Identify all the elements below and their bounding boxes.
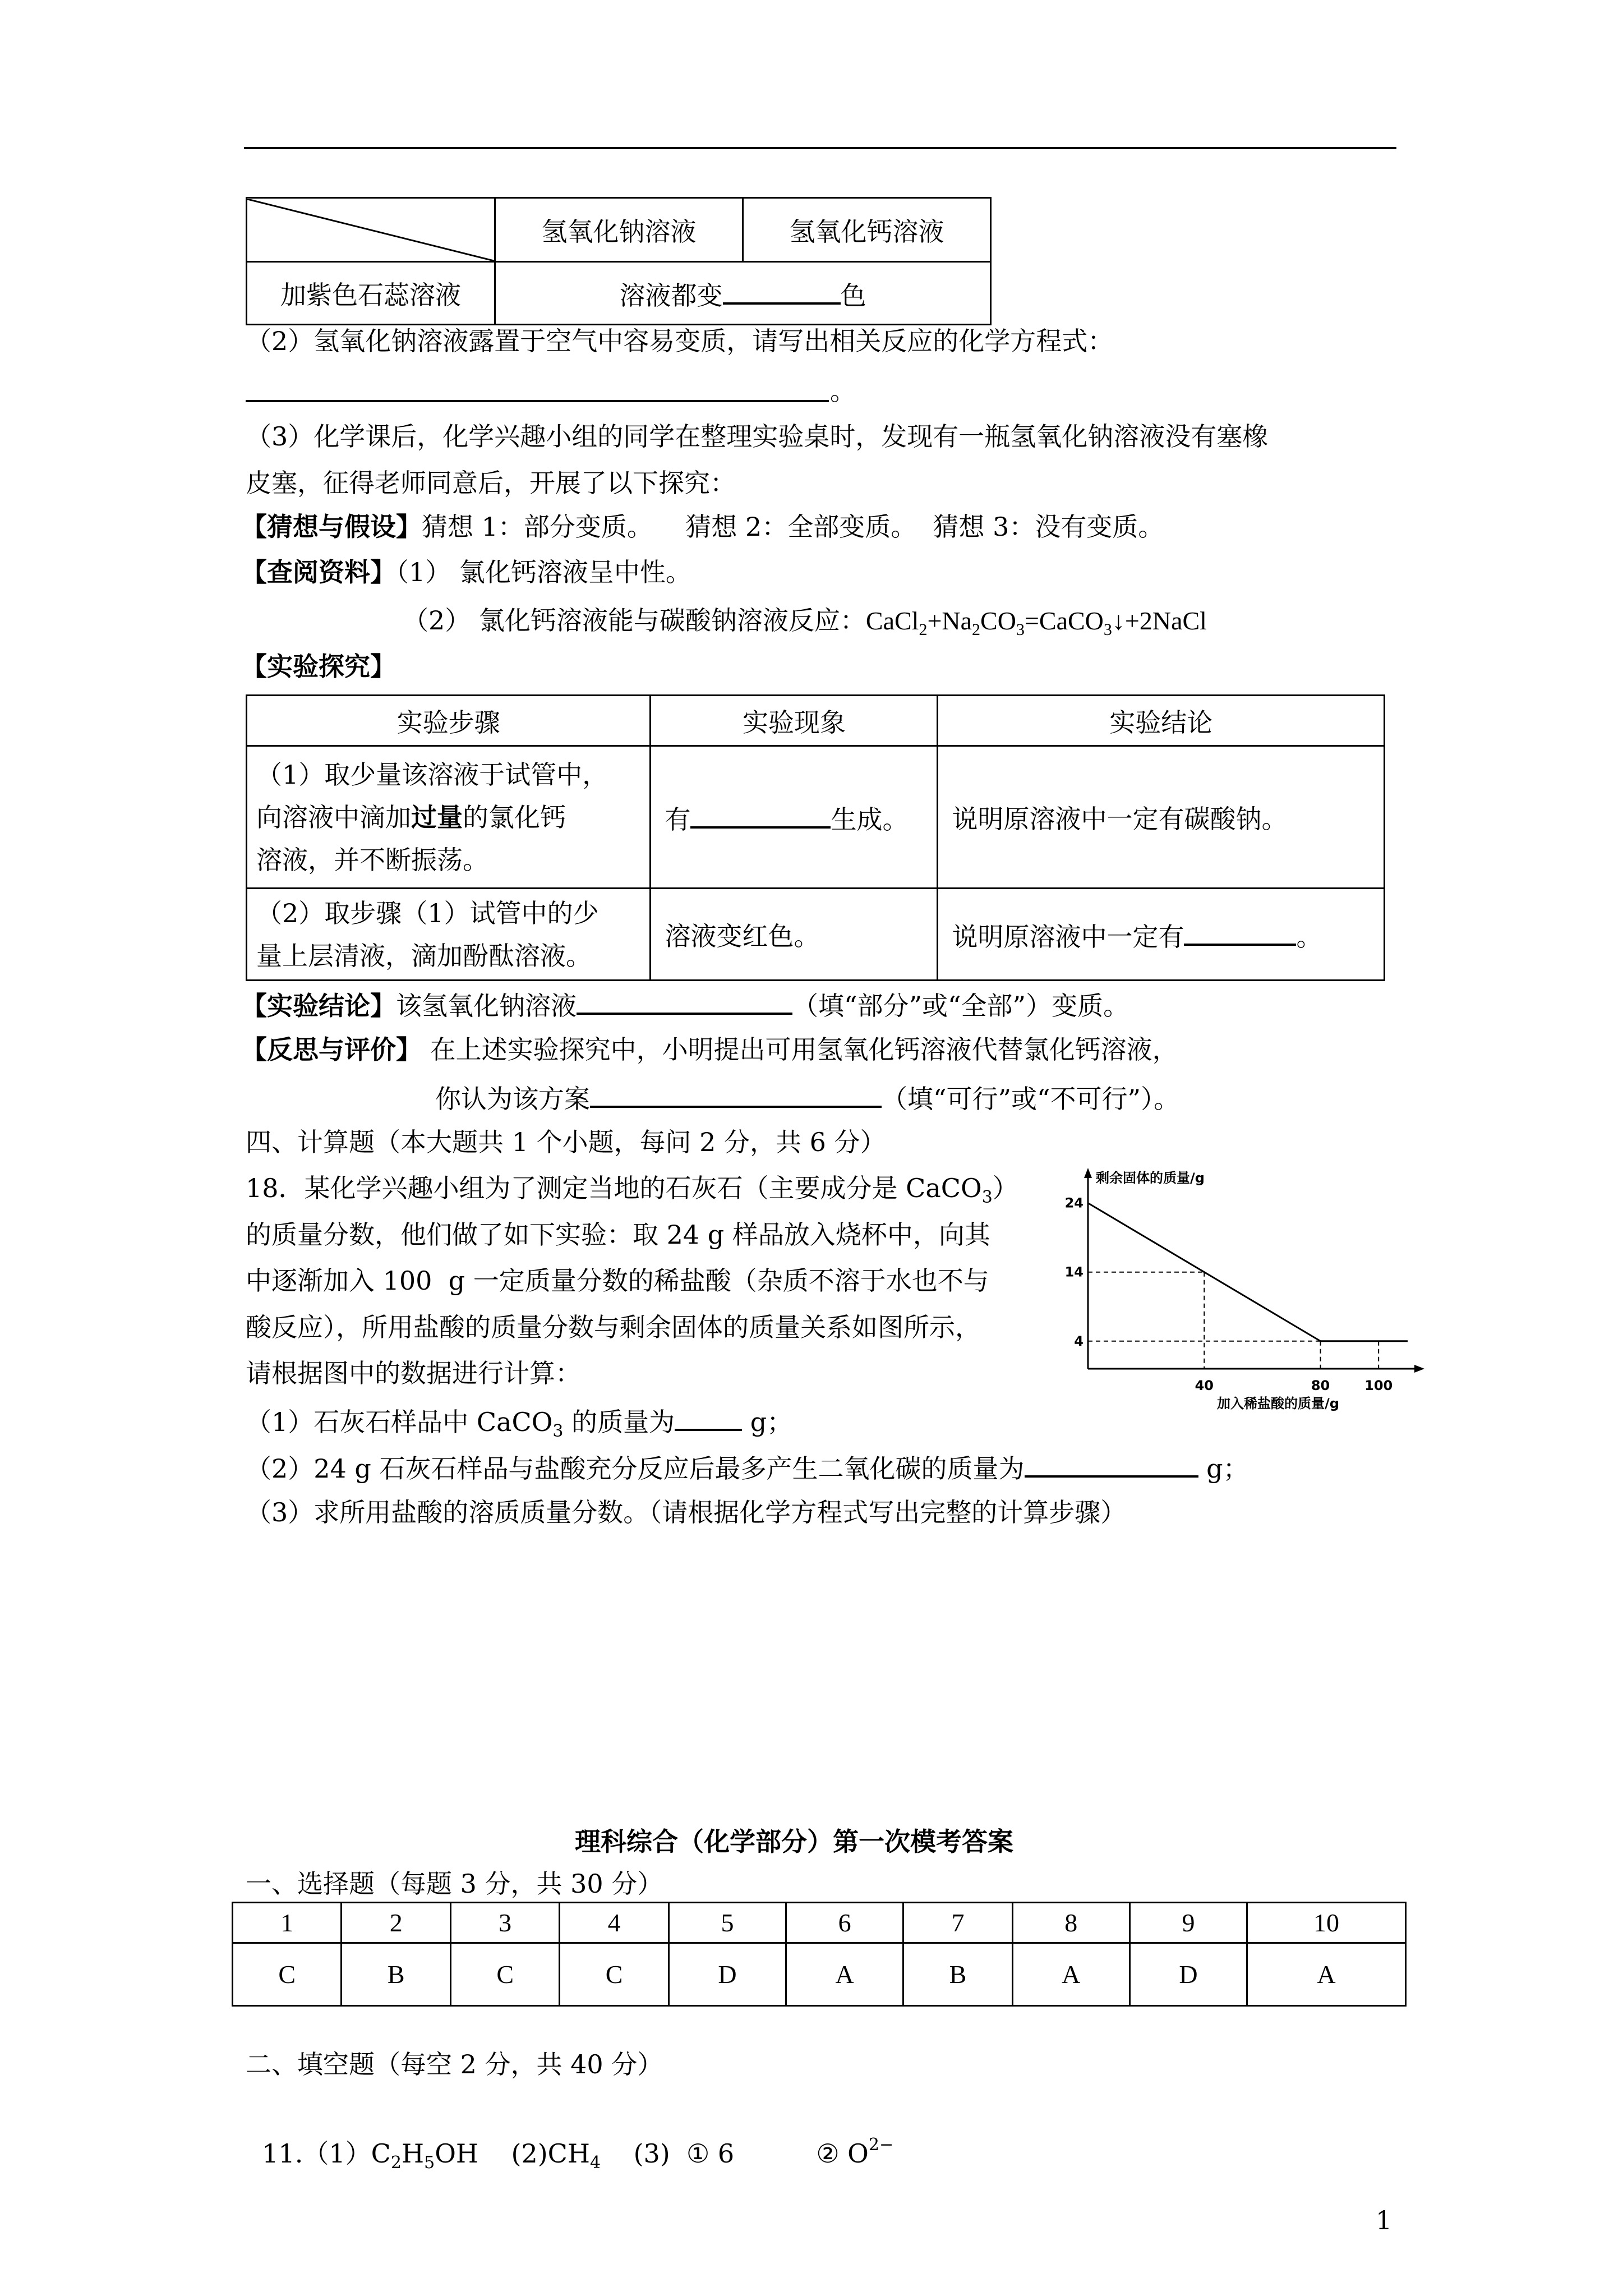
answer-q11: $11.(1)C_2H_5OH$ $(2)CH_4$ (3) ① 6 ② $O^{2-}$ bbox=[262, 2135, 894, 2173]
reaction-equation: $CaCl_2+Na_2CO_3=CaCO_3↓+2NaCl$ bbox=[865, 606, 1207, 639]
y-tick-24: 24 bbox=[1064, 1195, 1083, 1211]
answer-number-9: 9 bbox=[1129, 1903, 1247, 1943]
row2-step: （2）取步骤（1）试管中的少 量上层清液，滴加酚酞溶液。 bbox=[247, 889, 651, 981]
q18-line3: 中逐渐加入 100 g 一定质量分数的稀盐酸（杂质不溶于水也不与 bbox=[246, 1266, 989, 1296]
reflection-line1: 【反思与评价】 在上述实验探究中，小明提出可用氢氧化钙溶液代替氯化钙溶液， bbox=[241, 1034, 1178, 1065]
reference-line2: （2） 氯化钙溶液能与碳酸钠溶液反应：$CaCl_2+Na_2CO_3=CaCO_3↓+2NaCl$ bbox=[403, 605, 1207, 639]
row1-conclusion: 说明原溶液中一定有碳酸钠。 bbox=[938, 746, 1385, 889]
q2-text: （2）氢氧化钠溶液露置于空气中容易变质，请写出相关反应的化学方程式： bbox=[246, 326, 1114, 356]
q3-line1: （3）化学课后，化学兴趣小组的同学在整理实验桌时，发现有一瓶氢氧化钠溶液没有塞橡 bbox=[246, 421, 1269, 452]
q18-line4: 酸反应），所用盐酸的质量分数与剩余固体的质量关系如图所示， bbox=[246, 1312, 981, 1342]
x-tick-40: 40 bbox=[1195, 1378, 1214, 1393]
page-number: 1 bbox=[1376, 2205, 1393, 2235]
answer-number-4: 4 bbox=[560, 1903, 668, 1943]
q18-sub3: （3）求所用盐酸的溶质质量分数。（请根据化学方程式写出完整的计算步骤） bbox=[246, 1497, 1127, 1527]
answer-number-2: 2 bbox=[342, 1903, 450, 1943]
y-axis-arrow bbox=[1084, 1168, 1092, 1178]
q18-sub1: （1）石灰石样品中 CaCO$_3$ 的质量为 g； bbox=[246, 1401, 792, 1450]
mass-chart bbox=[1054, 1167, 1424, 1414]
answer-number-10: 10 bbox=[1247, 1903, 1406, 1943]
feasibility-blank[interactable] bbox=[590, 1078, 882, 1108]
answer-number-5: 5 bbox=[668, 1903, 786, 1943]
reflection-line2: 你认为该方案 （填“可行”或“不可行”）。 bbox=[435, 1078, 1179, 1117]
q18-line2: 的质量分数，他们做了如下实验：取 24 g 样品放入烧杯中，向其 bbox=[246, 1220, 990, 1250]
x-tick-100: 100 bbox=[1364, 1378, 1393, 1393]
co2-mass-blank[interactable] bbox=[1025, 1447, 1198, 1478]
answer-section2: 二、填空题（每空 2 分，共 40 分） bbox=[246, 2049, 663, 2079]
answer-letter-8: A bbox=[1012, 1943, 1129, 2006]
litmus-result-cell: 溶液都变 色 bbox=[495, 262, 991, 325]
precipitate-blank[interactable] bbox=[690, 798, 831, 829]
answer-table bbox=[232, 1902, 1407, 2007]
q2-end: 。 bbox=[830, 376, 856, 406]
answer-title: 理科综合（化学部分）第一次模考答案 bbox=[575, 1826, 1013, 1857]
substance-blank[interactable] bbox=[1184, 915, 1296, 946]
section4-title: 四、计算题（本大题共 1 个小题，每问 2 分，共 6 分） bbox=[246, 1127, 886, 1157]
y-axis-label: 剩余固体的质量/g bbox=[1096, 1170, 1205, 1186]
answer-letter-6: A bbox=[786, 1943, 903, 2006]
answer-section1: 一、选择题（每题 3 分，共 30 分） bbox=[246, 1869, 663, 1899]
caco3-mass-blank[interactable] bbox=[675, 1401, 742, 1431]
explore-head: 【实验探究】 bbox=[241, 651, 396, 682]
answer-number-3: 3 bbox=[450, 1903, 559, 1943]
y-tick-4: 4 bbox=[1074, 1333, 1083, 1349]
row1-observation: 有 生成。 bbox=[651, 746, 938, 889]
x-axis-arrow bbox=[1414, 1365, 1424, 1373]
q18-sub2: （2）24 g 石灰石样品与盐酸充分反应后最多产生二氧化碳的质量为 g； bbox=[246, 1447, 1249, 1487]
answer-number-8: 8 bbox=[1012, 1903, 1129, 1943]
col-naoh: 氢氧化钠溶液 bbox=[495, 198, 743, 262]
answer-letter-4: C bbox=[560, 1943, 668, 2006]
row-litmus-label: 加紫色石蕊溶液 bbox=[247, 262, 495, 325]
row2-observation: 溶液变红色。 bbox=[651, 889, 938, 981]
explore-table bbox=[246, 694, 1385, 981]
header-step: 实验步骤 bbox=[247, 696, 651, 746]
header-rule bbox=[244, 147, 1396, 149]
answer-number-1: 1 bbox=[233, 1903, 342, 1943]
litmus-color-blank[interactable] bbox=[723, 274, 841, 305]
q18-line5: 请根据图中的数据进行计算： bbox=[246, 1358, 581, 1388]
row2-conclusion: 说明原溶液中一定有 。 bbox=[938, 889, 1385, 981]
degree-blank[interactable] bbox=[577, 984, 792, 1015]
col-caoh2: 氢氧化钙溶液 bbox=[743, 198, 991, 262]
answer-letter-10: A bbox=[1247, 1943, 1406, 2006]
answer-letter-3: C bbox=[450, 1943, 559, 2006]
hypothesis-line: 【猜想与假设】猜想 1：部分变质。 猜想 2：全部变质。 猜想 3：没有变质。 bbox=[241, 512, 1164, 542]
row1-step: （1）取少量该溶液于试管中， 向溶液中滴加过量的氯化钙 溶液，并不断振荡。 bbox=[247, 746, 651, 889]
answer-number-7: 7 bbox=[903, 1903, 1012, 1943]
diagonal-header-cell bbox=[247, 198, 495, 262]
header-conclusion: 实验结论 bbox=[938, 696, 1385, 746]
y-tick-14: 14 bbox=[1064, 1264, 1083, 1280]
answer-letter-5: D bbox=[668, 1943, 786, 2006]
x-axis-label: 加入稀盐酸的质量/g bbox=[1217, 1396, 1339, 1411]
answer-letter-7: B bbox=[903, 1943, 1012, 2006]
header-observation: 实验现象 bbox=[651, 696, 938, 746]
q2-answer-blank[interactable] bbox=[246, 400, 829, 402]
litmus-table bbox=[246, 197, 992, 325]
conclusion-line: 【实验结论】该氢氧化钠溶液 （填“部分”或“全部”）变质。 bbox=[241, 984, 1129, 1024]
q18-line1: 18．某化学兴趣小组为了测定当地的石灰石（主要成分是 CaCO$_3$） bbox=[246, 1173, 1018, 1207]
answer-letter-1: C bbox=[233, 1943, 342, 2006]
q3-line2: 皮塞，征得老师同意后，开展了以下探究： bbox=[246, 468, 736, 498]
answer-letter-2: B bbox=[342, 1943, 450, 2006]
x-tick-80: 80 bbox=[1311, 1378, 1330, 1393]
diagonal-line bbox=[247, 199, 494, 261]
answer-number-6: 6 bbox=[786, 1903, 903, 1943]
reference-line1: 【查阅资料】（1） 氯化钙溶液呈中性。 bbox=[241, 557, 691, 587]
answer-letter-9: D bbox=[1129, 1943, 1247, 2006]
